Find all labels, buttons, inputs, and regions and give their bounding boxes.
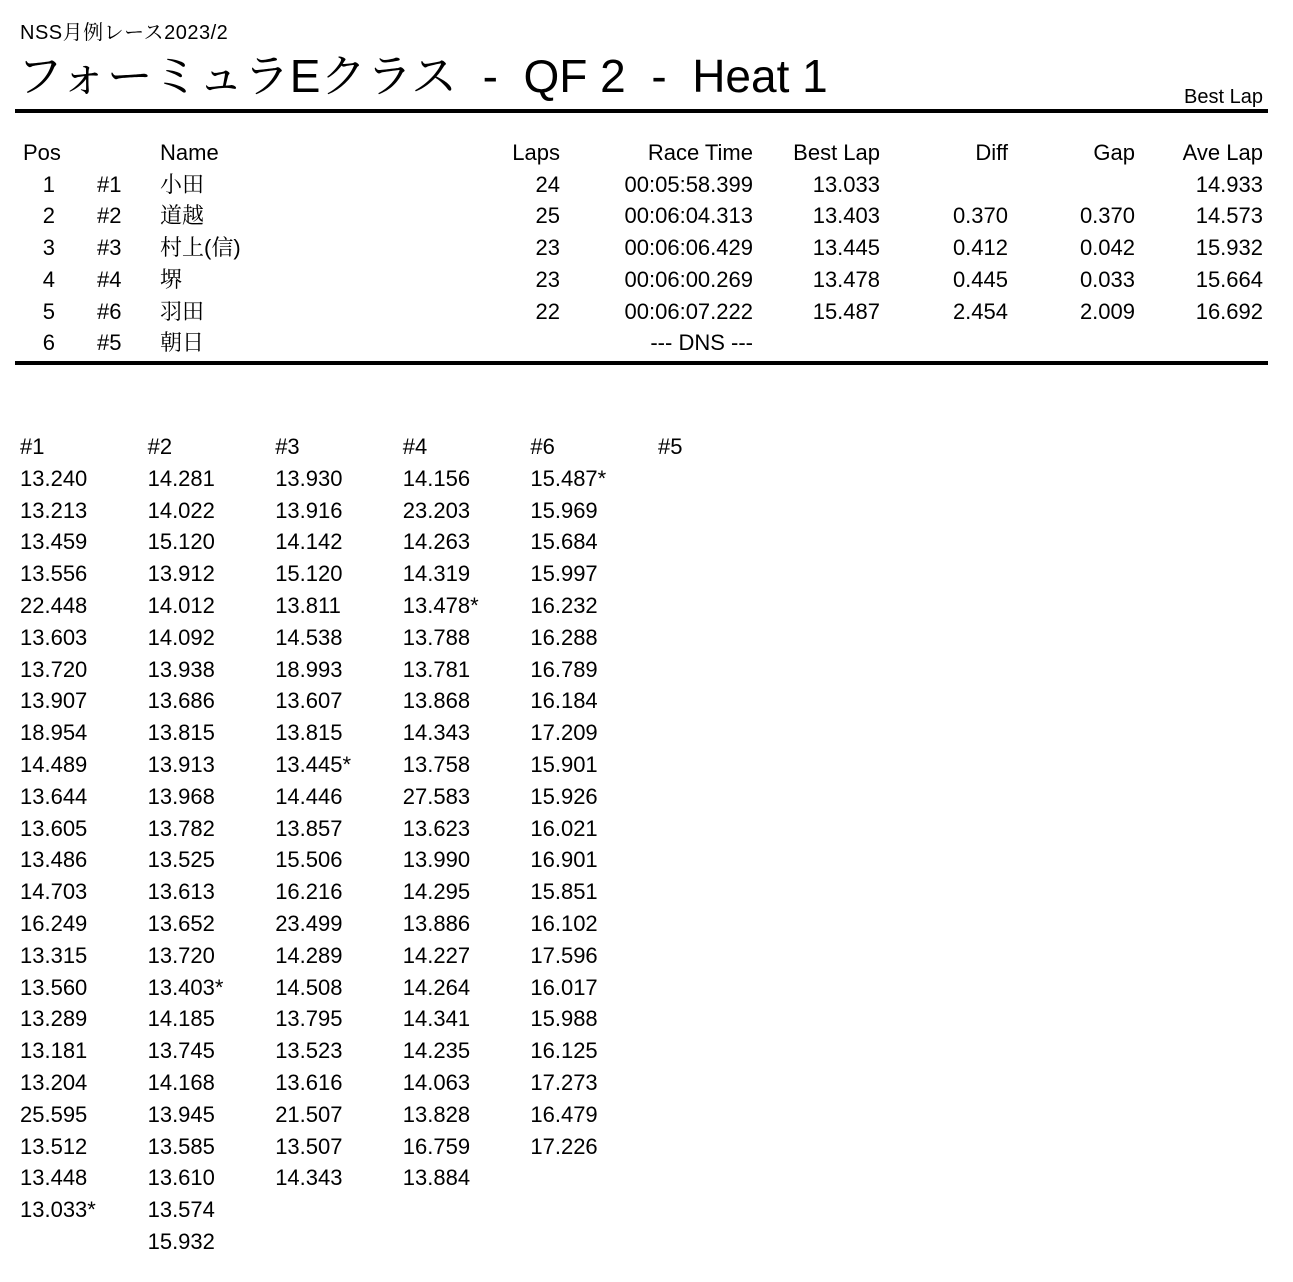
results-row	[15, 327, 1263, 359]
lap-time: 15.926	[530, 783, 598, 809]
gap-cell: 0.033	[1079, 266, 1135, 292]
lap-time: 15.684	[530, 529, 598, 555]
lap-chart-column	[148, 431, 276, 1258]
lap-time: 16.184	[530, 688, 598, 714]
gap-cell	[1008, 169, 1135, 201]
lap-chart-column-header: #1	[20, 434, 45, 459]
lap-time: 13.486	[20, 847, 88, 873]
lap-time: 13.815	[147, 720, 215, 746]
lap-time: 23.203	[402, 497, 471, 523]
lap-time: 14.012	[147, 592, 215, 618]
pos-cell: 2	[42, 203, 55, 229]
lap-time: 14.063	[402, 1069, 471, 1095]
race-time-cell: 00:06:06.429	[624, 235, 753, 261]
diff-cell: 0.370	[952, 203, 1008, 229]
lap-time: 13.938	[147, 656, 215, 682]
lap-time: 13.913	[147, 751, 215, 777]
ave-lap-cell	[1135, 327, 1263, 359]
lap-time: 13.686	[147, 688, 215, 714]
lap-time: 13.828	[402, 1101, 471, 1127]
lap-time: 14.341	[402, 1006, 471, 1032]
lap-time: 15.487*	[530, 465, 607, 491]
best-lap-cell	[753, 327, 880, 359]
lap-time: 14.235	[402, 1038, 471, 1064]
pos-cell: 5	[42, 298, 55, 324]
lap-time: 13.811	[275, 592, 341, 618]
lap-time: 13.448	[20, 1165, 88, 1191]
results-row	[15, 232, 1263, 264]
lap-time: 16.021	[530, 815, 598, 841]
lap-time: 13.616	[275, 1069, 343, 1095]
ave-lap-cell: 14.573	[1195, 203, 1263, 229]
lap-time: 15.120	[275, 561, 343, 587]
lap-chart-column-header: #3	[275, 434, 300, 459]
ave-lap-cell: 16.692	[1195, 298, 1263, 324]
race-time-cell: --- DNS ---	[650, 330, 753, 356]
lap-time: 14.319	[402, 561, 471, 587]
lap-time: 13.758	[402, 751, 471, 777]
lap-time: 16.249	[20, 910, 88, 936]
lap-time: 13.478*	[402, 592, 479, 618]
results-grid	[15, 137, 1263, 359]
ave-lap-column-header: Ave Lap	[1182, 140, 1263, 165]
lap-time: 13.968	[147, 783, 215, 809]
lap-time: 16.759	[402, 1133, 471, 1159]
name-cell: 堺	[160, 266, 183, 292]
diff-cell	[880, 169, 1008, 201]
gap-cell: 2.009	[1079, 298, 1135, 324]
lap-time: 15.932	[147, 1228, 215, 1254]
event-label: NSS月例レース2023/2	[20, 22, 229, 44]
best-lap-cell: 13.033	[812, 171, 880, 197]
race-time-column-header: Race Time	[647, 140, 753, 165]
lap-time: 16.216	[275, 879, 343, 905]
lap-time: 16.102	[530, 910, 598, 936]
lap-chart-column	[530, 431, 658, 1258]
lap-time: 14.092	[147, 624, 215, 650]
lap-time: 13.213	[20, 497, 88, 523]
lap-time: 14.264	[402, 974, 471, 1000]
lap-time: 14.022	[147, 497, 215, 523]
lap-chart-column	[658, 431, 786, 1258]
lap-chart-column	[403, 431, 531, 1258]
race-time-cell: 00:06:00.269	[624, 266, 753, 292]
lap-time: 15.988	[530, 1006, 598, 1032]
diff-cell: 0.445	[952, 266, 1008, 292]
pos-column-header: Pos	[23, 140, 61, 165]
lap-time: 13.289	[20, 1006, 88, 1032]
best-lap-cell: 13.445	[812, 235, 880, 261]
lap-time: 13.857	[275, 815, 343, 841]
lap-time: 17.209	[530, 720, 598, 746]
ave-lap-cell: 15.932	[1195, 235, 1263, 261]
pos-cell: 3	[42, 235, 55, 261]
lap-time: 14.168	[147, 1069, 215, 1095]
lap-time: 14.227	[402, 942, 471, 968]
lap-time: 22.448	[20, 592, 88, 618]
results-row	[15, 169, 1263, 201]
results-divider-rule	[15, 361, 1268, 365]
lap-time: 17.226	[530, 1133, 598, 1159]
lap-time: 13.403*	[147, 974, 224, 1000]
lap-time: 13.525	[147, 847, 215, 873]
lap-time: 13.930	[275, 465, 343, 491]
name-cell: 小田	[160, 171, 205, 197]
lap-time: 14.295	[402, 879, 471, 905]
lap-time: 14.289	[275, 942, 343, 968]
lap-time: 16.232	[530, 592, 598, 618]
lap-time: 13.445*	[275, 751, 352, 777]
best-lap-cell: 13.478	[812, 266, 880, 292]
ave-lap-cell: 15.664	[1195, 266, 1263, 292]
lap-time: 15.506	[275, 847, 343, 873]
diff-column-header: Diff	[975, 140, 1008, 165]
lap-time: 14.343	[275, 1165, 343, 1191]
lap-chart-column-header: #5	[657, 434, 683, 459]
lap-time: 13.523	[275, 1038, 343, 1064]
lap-time: 14.343	[402, 720, 471, 746]
race-time-cell: 00:05:58.399	[624, 171, 753, 197]
lap-time: 13.782	[147, 815, 215, 841]
lap-time: 15.997	[530, 561, 598, 587]
lap-time: 13.556	[20, 561, 88, 587]
diff-cell: 0.412	[952, 235, 1008, 261]
car-cell: #4	[97, 266, 122, 292]
lap-time: 14.142	[275, 529, 343, 555]
lap-time: 13.868	[402, 688, 471, 714]
gap-cell	[1008, 327, 1135, 359]
lap-chart	[20, 431, 786, 1258]
diff-cell: 2.454	[952, 298, 1008, 324]
lap-time: 13.990	[402, 847, 471, 873]
car-column-header	[60, 137, 160, 169]
lap-time: 13.623	[402, 815, 471, 841]
laps-cell: 24	[535, 171, 560, 197]
lap-time: 16.789	[530, 656, 598, 682]
car-cell: #1	[97, 171, 122, 197]
results-body	[15, 169, 1263, 359]
lap-time: 13.560	[20, 974, 88, 1000]
gap-cell: 0.370	[1079, 203, 1135, 229]
best-lap-column-header: Best Lap	[793, 140, 880, 165]
car-cell: #6	[97, 298, 122, 324]
lap-chart-column-header: #6	[530, 434, 555, 459]
lap-time: 16.125	[530, 1038, 598, 1064]
pos-cell: 1	[42, 171, 55, 197]
laps-column-header: Laps	[512, 140, 560, 165]
lap-time: 14.508	[275, 974, 343, 1000]
lap-time: 13.815	[275, 720, 343, 746]
lap-time: 13.459	[20, 529, 88, 555]
lap-time: 13.795	[275, 1006, 343, 1032]
lap-chart-column	[275, 431, 403, 1258]
car-cell: #3	[97, 235, 122, 261]
laps-cell: 23	[535, 235, 560, 261]
results-row	[15, 264, 1263, 296]
lap-time: 13.720	[20, 656, 88, 682]
lap-time: 14.538	[275, 624, 343, 650]
ave-lap-cell: 14.933	[1195, 171, 1263, 197]
lap-time: 13.912	[147, 561, 215, 587]
name-column-header: Name	[160, 140, 219, 165]
results-row	[15, 200, 1263, 232]
lap-time: 13.607	[275, 688, 343, 714]
gap-cell: 0.042	[1079, 235, 1135, 261]
lap-time: 16.288	[530, 624, 598, 650]
lap-time: 13.574	[147, 1197, 215, 1223]
pos-cell: 4	[42, 266, 55, 292]
lap-time: 14.156	[402, 465, 471, 491]
lap-time: 17.596	[530, 942, 598, 968]
lap-time: 13.907	[20, 688, 88, 714]
lap-time: 15.969	[530, 497, 598, 523]
lap-time: 13.916	[275, 497, 343, 523]
lap-time: 13.033*	[20, 1197, 96, 1223]
lap-time: 21.507	[275, 1101, 343, 1127]
lap-time: 13.507	[275, 1133, 343, 1159]
lap-time: 14.446	[275, 783, 343, 809]
lap-time: 27.583	[402, 783, 471, 809]
lap-time: 13.788	[402, 624, 471, 650]
lap-time: 13.610	[147, 1165, 215, 1191]
laps-cell: 25	[535, 203, 560, 229]
lap-time: 14.489	[20, 751, 88, 777]
race-time-cell: 00:06:07.222	[624, 298, 753, 324]
lap-time: 16.901	[530, 847, 598, 873]
lap-time: 13.652	[147, 910, 215, 936]
lap-time: 16.017	[530, 974, 598, 1000]
lap-time: 15.851	[530, 879, 598, 905]
name-cell: 羽田	[160, 298, 205, 324]
car-cell: #2	[97, 203, 122, 229]
name-cell: 道越	[160, 203, 205, 229]
lap-time: 13.720	[147, 942, 215, 968]
lap-time: 25.595	[20, 1101, 88, 1127]
results-header-row	[15, 137, 1263, 169]
lap-time: 13.945	[147, 1101, 215, 1127]
lap-time: 14.185	[147, 1006, 215, 1032]
lap-time: 14.263	[402, 529, 471, 555]
lap-time: 13.886	[402, 910, 471, 936]
best-lap-cell: 15.487	[812, 298, 880, 324]
lap-time: 18.954	[20, 720, 88, 746]
lap-time: 15.120	[147, 529, 215, 555]
laps-cell: 23	[535, 266, 560, 292]
lap-time: 13.240	[20, 465, 88, 491]
laps-cell	[510, 327, 562, 359]
lap-chart-column-header: #2	[147, 434, 173, 459]
best-lap-cell: 13.403	[812, 203, 880, 229]
lap-time: 13.585	[147, 1133, 215, 1159]
name-cell: 村上(信)	[160, 235, 241, 261]
lap-time: 13.884	[402, 1165, 471, 1191]
lap-time: 13.644	[20, 783, 88, 809]
lap-chart-column	[20, 431, 148, 1258]
lap-time: 14.703	[20, 879, 88, 905]
lap-time: 16.479	[530, 1101, 598, 1127]
results-row	[15, 296, 1263, 328]
lap-time: 13.605	[20, 815, 88, 841]
lap-time: 13.181	[20, 1038, 88, 1064]
diff-cell	[880, 327, 1008, 359]
lap-time: 13.315	[20, 942, 88, 968]
lap-time: 13.613	[147, 879, 215, 905]
lap-time: 14.281	[147, 465, 215, 491]
lap-chart-column-header: #4	[402, 434, 428, 459]
race-time-cell: 00:06:04.313	[624, 203, 753, 229]
lap-time: 23.499	[275, 910, 343, 936]
page-title: フォーミュラEクラス - QF 2 - Heat 1	[17, 50, 828, 102]
pos-cell: 6	[42, 330, 55, 356]
name-cell: 朝日	[160, 330, 205, 356]
lap-time: 13.512	[20, 1133, 88, 1159]
best-lap-corner-label: Best Lap	[1184, 86, 1263, 108]
lap-time: 13.781	[402, 656, 471, 682]
lap-time: 17.273	[530, 1069, 598, 1095]
car-cell: #5	[97, 330, 122, 356]
title-divider-rule	[15, 109, 1268, 113]
lap-time: 13.204	[20, 1069, 88, 1095]
lap-time: 13.603	[20, 624, 88, 650]
lap-time: 13.745	[147, 1038, 215, 1064]
lap-time: 18.993	[275, 656, 343, 682]
gap-column-header: Gap	[1093, 140, 1135, 165]
laps-cell: 22	[535, 298, 560, 324]
lap-time: 15.901	[530, 751, 598, 777]
results-table	[15, 137, 1263, 359]
